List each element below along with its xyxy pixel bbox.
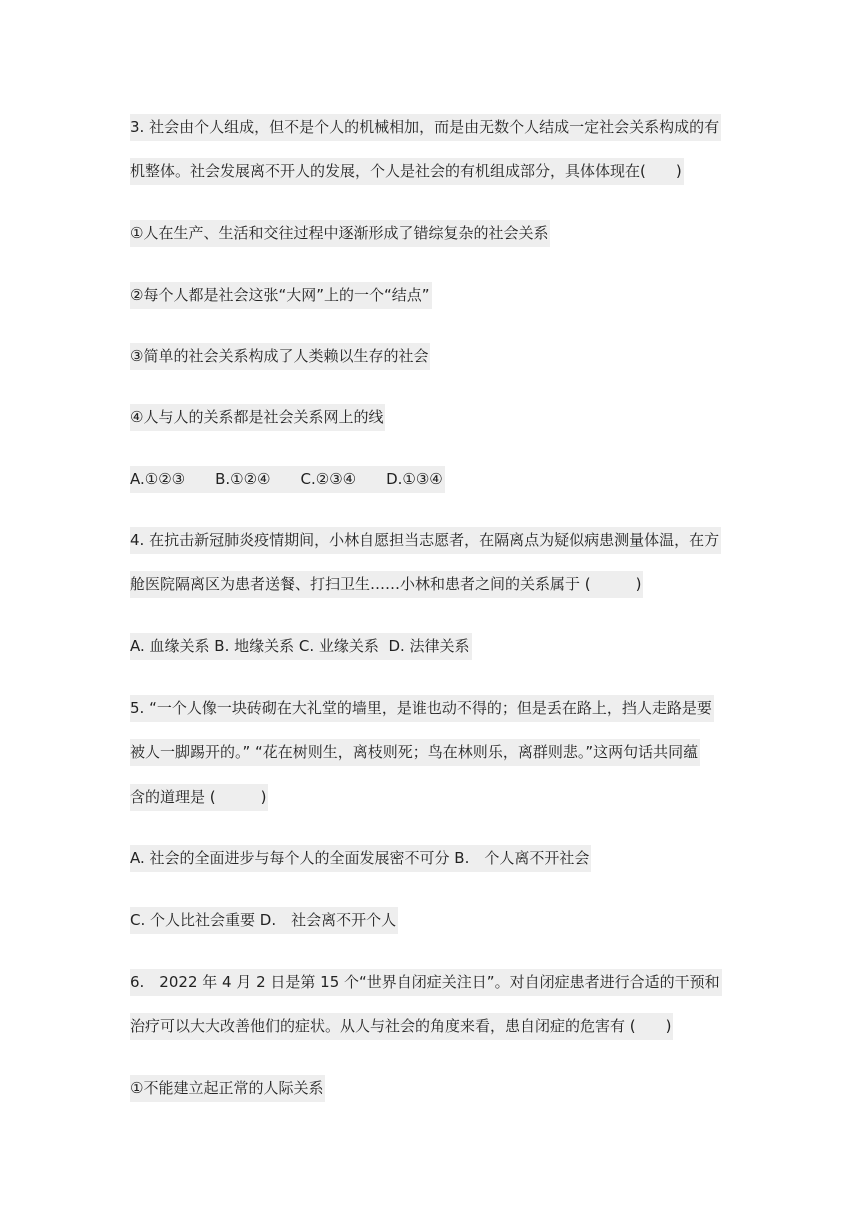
- q5-stem-line-2: 被人一脚踢开的。” “花在树则生，离枝则死；鸟在林则乐，离群则悲。”这两句话共同蕴: [130, 739, 700, 766]
- q4-stem-line-2: 舱医院隔离区为患者送餐、打扫卫生……小林和患者之间的关系属于 ( ): [130, 571, 643, 598]
- q6-stem-line-2: 治疗可以大大改善他们的症状。从人与社会的角度来看，患自闭症的危害有 ( ): [130, 1013, 673, 1040]
- q4-stem-line-1: 4. 在抗击新冠肺炎疫情期间，小林自愿担当志愿者，在隔离点为疑似病患测量体温，在方: [130, 527, 721, 554]
- q3-item-1: ①人在生产、生活和交往过程中逐渐形成了错综复杂的社会关系: [130, 220, 550, 247]
- q5-options-line-1: A. 社会的全面进步与每个人的全面发展密不可分 B. 个人离不开社会: [130, 845, 591, 872]
- q6-item-1: ①不能建立起正常的人际关系: [130, 1075, 325, 1102]
- q5-stem-line-1: 5. “一个人像一块砖砌在大礼堂的墙里，是谁也动不得的；但是丢在路上，挡人走路是要: [130, 695, 714, 722]
- q3-item-3: ③简单的社会关系构成了人类赖以生存的社会: [130, 343, 430, 370]
- q3-stem-line-2: 机整体。社会发展离不开人的发展，个人是社会的有机组成部分，具体体现在( ): [130, 158, 684, 185]
- q5-options-line-2: C. 个人比社会重要 D. 社会离不开个人: [130, 907, 398, 934]
- q3-item-4: ④人与人的关系都是社会关系网上的线: [130, 404, 385, 431]
- q6-stem-line-1: 6. 2022 年 4 月 2 日是第 15 个“世界自闭症关注日”。对自闭症患者进行合适的干预和: [130, 969, 722, 996]
- q4-options: A. 血缘关系 B. 地缘关系 C. 业缘关系 D. 法律关系: [130, 633, 472, 660]
- q3-options: A.①②③ B.①②④ C.②③④ D.①③④: [130, 466, 445, 493]
- q5-stem-line-3: 含的道理是 ( ): [130, 784, 268, 811]
- q3-item-2: ②每个人都是社会这张“大网”上的一个“结点”: [130, 282, 432, 309]
- q3-stem-line-1: 3. 社会由个人组成，但不是个人的机械相加，而是由无数个人结成一定社会关系构成的有: [130, 114, 721, 141]
